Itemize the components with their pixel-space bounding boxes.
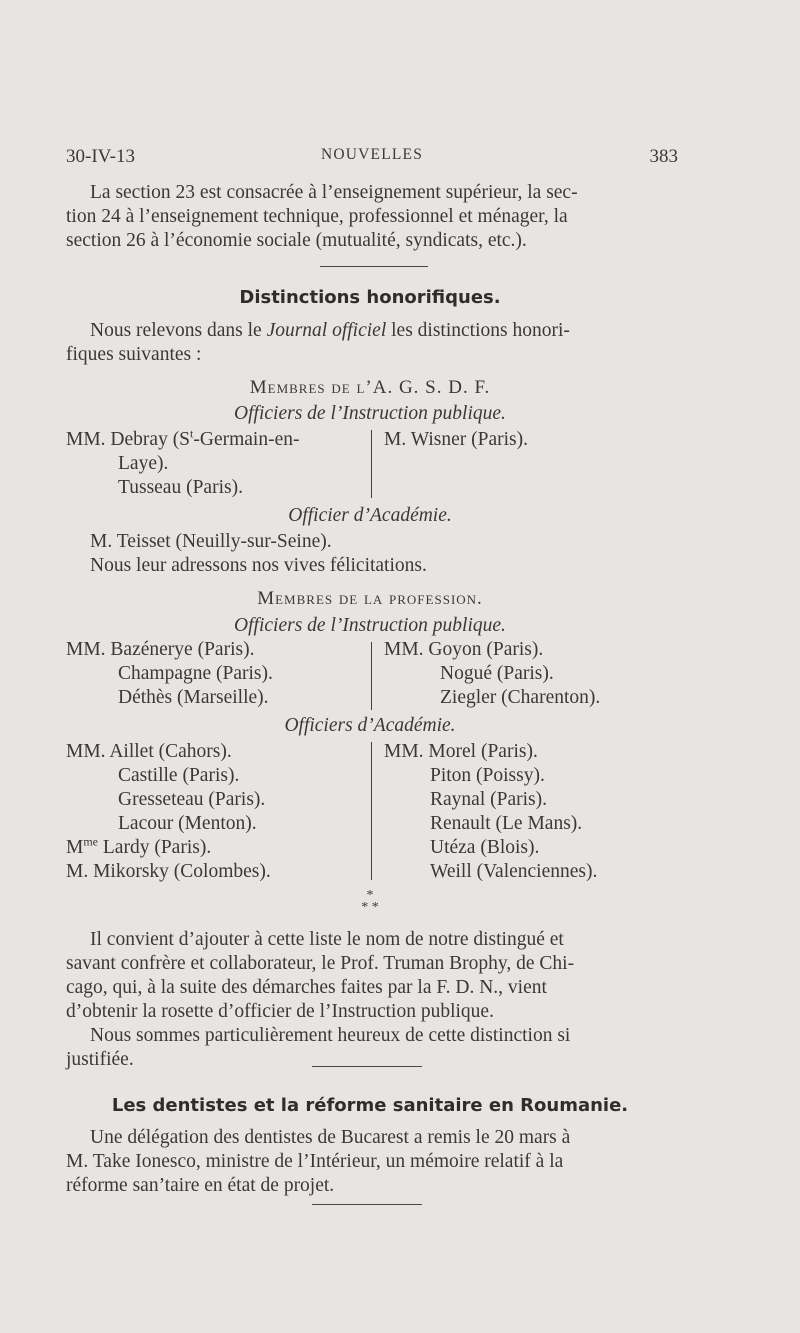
list-item-tusseau: Tusseau (Paris). bbox=[118, 477, 243, 498]
list-item-raynal: Raynal (Paris). bbox=[430, 789, 547, 810]
distinctions-lead-line-1: Nous relevons dans le Journal officiel les distinctions honori- bbox=[90, 320, 570, 341]
intro-line-3: section 26 à l’économie sociale (mutualité, syndicats, etc.). bbox=[66, 230, 527, 251]
list-item-morel: MM. Morel (Paris). bbox=[384, 741, 538, 762]
distinctions-lead-line-2: fiques suivantes : bbox=[66, 344, 202, 365]
header-title: NOUVELLES bbox=[320, 146, 424, 163]
list-item-mikorsky: M. Mikorsky (Colombes). bbox=[66, 861, 271, 882]
list-item-piton: Piton (Poissy). bbox=[430, 765, 545, 786]
list-item-goyon: MM. Goyon (Paris). bbox=[384, 639, 544, 660]
subtitle-instruction-publique-2: Officiers de l’Instruction publique. bbox=[234, 615, 506, 636]
brophy-line-3: cago, qui, à la suite des démarches faites par la F. D. N., vient bbox=[66, 977, 547, 998]
column-separator bbox=[371, 742, 372, 880]
list-item-dethes: Déthès (Marseille). bbox=[118, 687, 269, 708]
intro-line-2: tion 24 à l’enseignement technique, professionnel et ménager, la bbox=[66, 206, 568, 227]
list-item-aillet: MM. Aillet (Cahors). bbox=[66, 741, 232, 762]
list-item-nogue: Nogué (Paris). bbox=[440, 663, 554, 684]
asterism-top: * bbox=[366, 888, 374, 903]
roumanie-line-2: M. Take Ionesco, ministre de l’Intérieur, un mémoire relatif à la bbox=[66, 1151, 564, 1172]
felicitations-line: Nous leur adressons nos vives félicitations. bbox=[90, 555, 427, 576]
section-divider bbox=[312, 1066, 422, 1067]
list-item-wisner: M. Wisner (Paris). bbox=[384, 429, 529, 450]
brophy-line-5: Nous sommes particulièrement heureux de cette distinction si bbox=[90, 1025, 571, 1046]
section-divider bbox=[312, 1204, 422, 1205]
section-title-distinctions: Distinctions honorifiques. bbox=[239, 287, 501, 308]
list-item-lardy: $M^{me}$ Lardy (Paris). bbox=[66, 834, 212, 858]
section-title-roumanie: Les dentistes et la réforme sanitaire en Roumanie. bbox=[111, 1095, 629, 1116]
group-title-profession: Membres de la profession. bbox=[257, 588, 483, 609]
brophy-line-2: savant confrère et collaborateur, le Prof. Truman Brophy, de Chi- bbox=[66, 953, 575, 974]
brophy-line-6: justifiée. bbox=[66, 1049, 134, 1070]
list-item-gresseteau: Gresseteau (Paris). bbox=[118, 789, 266, 810]
group-title-agsdf: Membres de l’A. G. S. D. F. bbox=[249, 377, 491, 398]
running-header bbox=[66, 140, 678, 170]
subtitle-officiers-academie: Officiers d’Académie. bbox=[284, 715, 456, 736]
roumanie-line-3: réforme san’taire en état de projet. bbox=[66, 1175, 335, 1196]
list-item-debray-cont: Laye). bbox=[118, 453, 169, 474]
column-separator bbox=[371, 430, 372, 498]
list-item-renault: Renault (Le Mans). bbox=[430, 813, 583, 834]
list-item-champagne: Champagne (Paris). bbox=[118, 663, 273, 684]
subtitle-instruction-publique: Officiers de l’Instruction publique. bbox=[234, 403, 506, 424]
list-item-weill: Weill (Valenciennes). bbox=[430, 861, 598, 882]
list-item-bazenerye: MM. Bazénerye (Paris). bbox=[66, 639, 255, 660]
header-date: 30-IV-13 bbox=[66, 146, 135, 167]
list-item-castille: Castille (Paris). bbox=[118, 765, 240, 786]
section-divider bbox=[320, 266, 428, 267]
brophy-line-4: d’obtenir la rosette d’officier de l’Instruction publique. bbox=[66, 1001, 494, 1022]
column-separator bbox=[371, 642, 372, 710]
asterism-bottom: * * bbox=[361, 900, 379, 915]
subtitle-officier-academie: Officier d’Académie. bbox=[288, 505, 452, 526]
roumanie-line-1: Une délégation des dentistes de Bucarest a remis le 20 mars à bbox=[90, 1127, 571, 1148]
intro-line-1: La section 23 est consacrée à l’enseignement supérieur, la sec- bbox=[90, 182, 578, 203]
list-item-lacour: Lacour (Menton). bbox=[118, 813, 257, 834]
list-item-teisset: M. Teisset (Neuilly-sur-Seine). bbox=[90, 531, 332, 552]
list-item-uteza: Utéza (Blois). bbox=[430, 837, 540, 858]
list-item-debray: MM. Debray ($S^t-Germain-en-$ bbox=[66, 426, 300, 450]
brophy-line-1: Il convient d’ajouter à cette liste le nom de notre distingué et bbox=[90, 929, 564, 950]
page-number: 383 bbox=[649, 146, 678, 167]
list-item-ziegler: Ziegler (Charenton). bbox=[440, 687, 601, 708]
